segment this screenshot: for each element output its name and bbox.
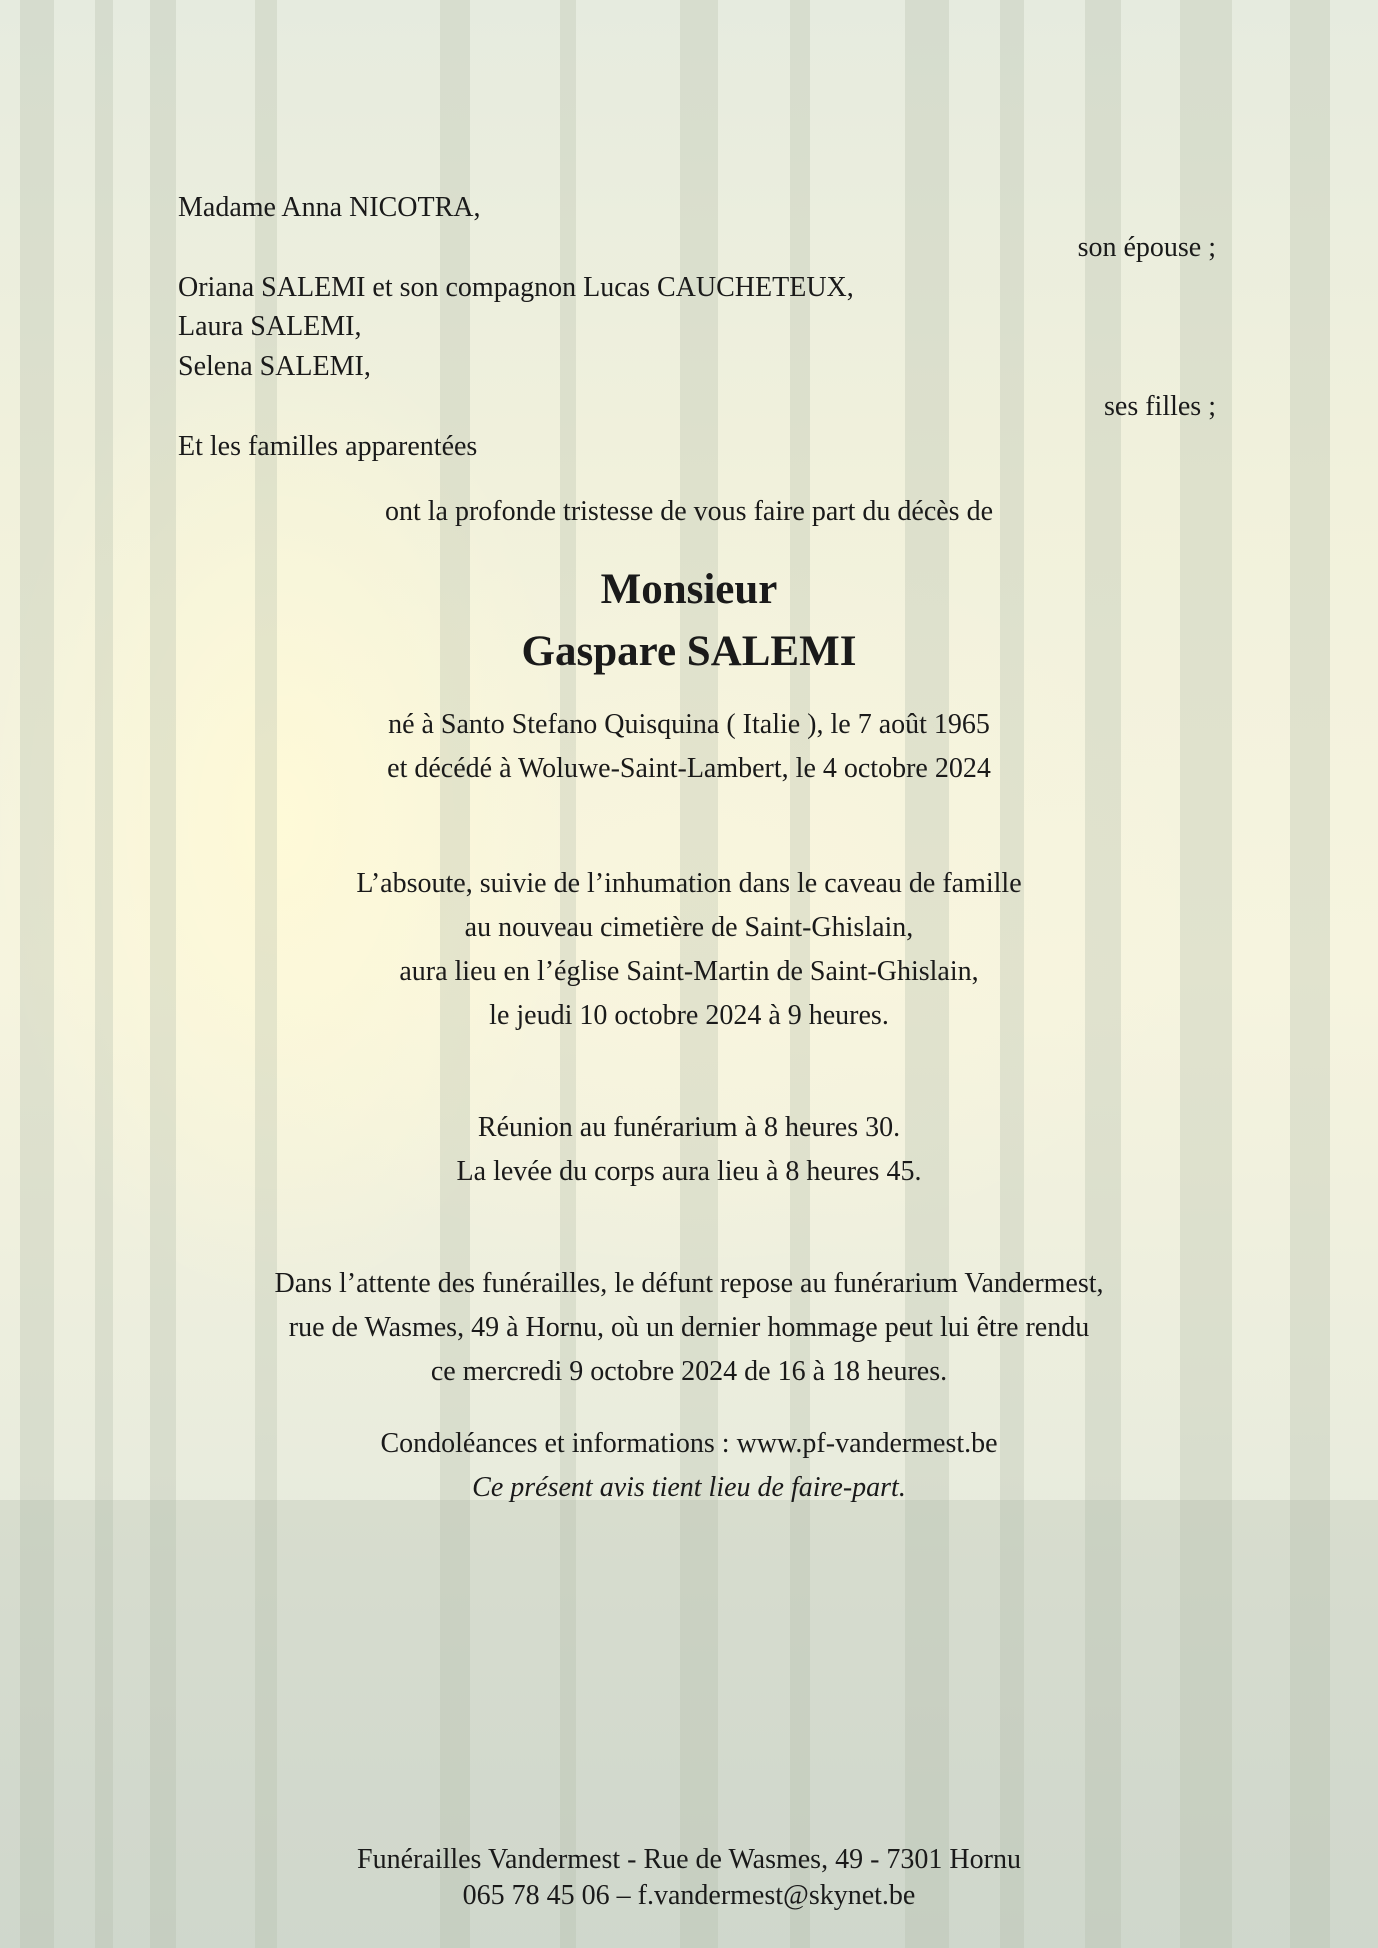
deceased-name: Gaspare SALEMI	[521, 628, 857, 675]
ceremony-line: au nouveau cimetière de Saint-Ghislain,	[464, 912, 914, 943]
ceremony-line: L’absoute, suivie de l’inhumation dans le caveau de famille	[356, 868, 1022, 899]
wife-name: Madame Anna NICOTRA,	[178, 192, 481, 223]
deceased-honorific: Monsieur	[600, 566, 778, 613]
relatives-line: Et les familles apparentées	[178, 431, 478, 462]
viewing-line: Dans l’attente des funérailles, le défunt repose au funérarium Vandermest,	[274, 1268, 1104, 1299]
death-line: et décédé à Woluwe-Saint-Lambert, le 4 octobre 2024	[387, 753, 991, 784]
meeting-line: La levée du corps aura lieu à 8 heures 45.	[456, 1156, 922, 1187]
condolences-line: Condoléances et informations : www.pf-vandermest.be	[380, 1428, 998, 1459]
notice-line: Ce présent avis tient lieu de faire-part.	[472, 1472, 906, 1503]
footer-address: Funérailles Vandermest - Rue de Wasmes, 49 - 7301 Hornu	[357, 1844, 1021, 1875]
wife-role: son épouse ;	[1077, 232, 1216, 263]
ceremony-line: aura lieu en l’église Saint-Martin de Saint-Ghislain,	[399, 956, 979, 987]
birth-line: né à Santo Stefano Quisquina ( Italie ), le 7 août 1965	[388, 709, 990, 740]
daughter-line: Laura SALEMI,	[178, 311, 362, 342]
ceremony-line: le jeudi 10 octobre 2024 à 9 heures.	[489, 1000, 889, 1031]
announcement-line: ont la profonde tristesse de vous faire part du décès de	[384, 496, 993, 527]
daughters-role: ses filles ;	[1104, 391, 1216, 422]
footer-contact: 065 78 45 06 – f.vandermest@skynet.be	[462, 1880, 916, 1911]
viewing-line: ce mercredi 9 octobre 2024 de 16 à 18 heures.	[430, 1356, 948, 1387]
daughter-line: Oriana SALEMI et son compagnon Lucas CAUCHETEUX,	[178, 272, 854, 303]
meeting-line: Réunion au funérarium à 8 heures 30.	[477, 1112, 901, 1143]
viewing-line: rue de Wasmes, 49 à Hornu, où un dernier hommage peut lui être rendu	[288, 1312, 1090, 1343]
daughter-line: Selena SALEMI,	[178, 351, 371, 382]
